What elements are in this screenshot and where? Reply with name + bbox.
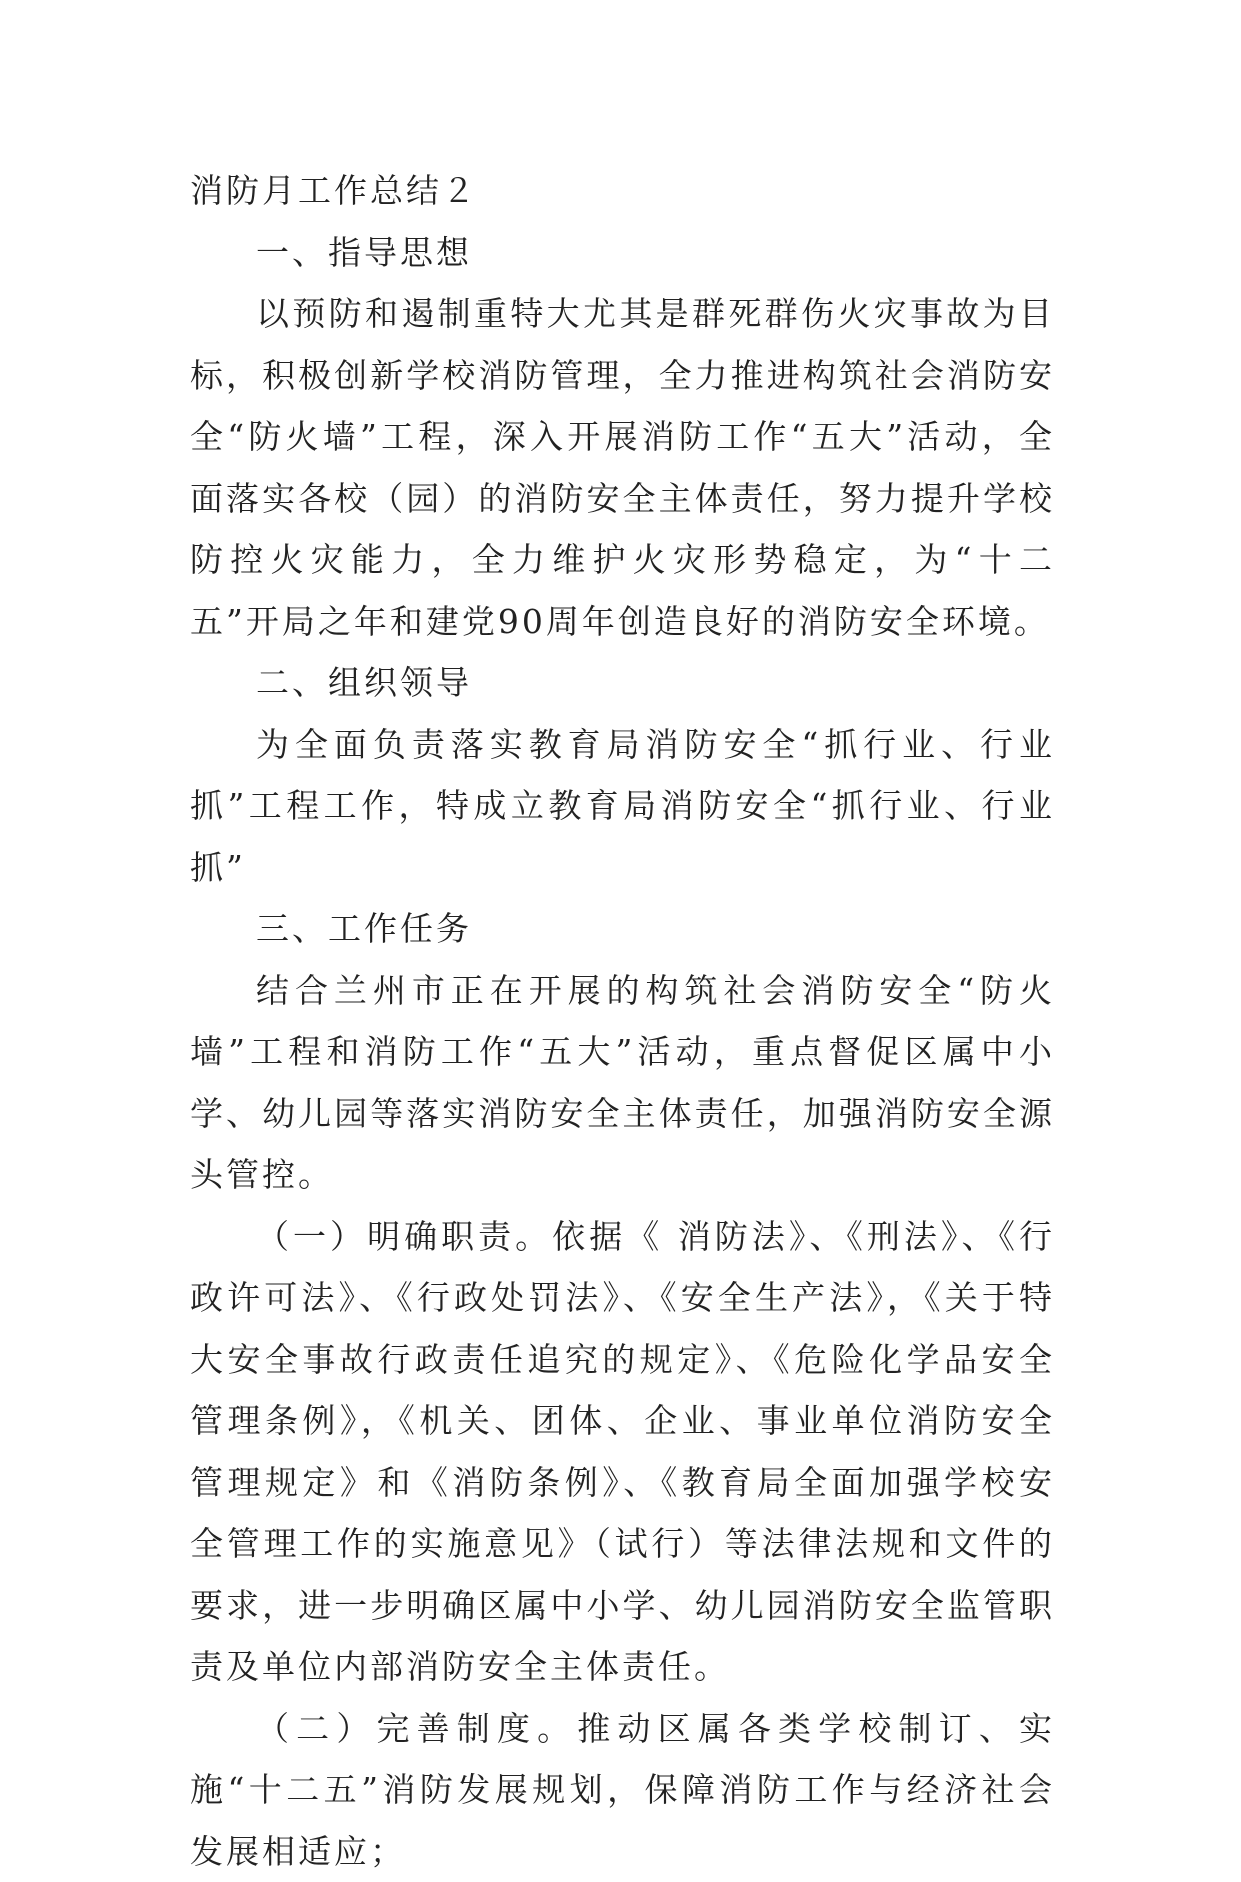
section-heading-tasks: 三、工作任务 (190, 898, 1055, 960)
paragraph-clarify-duties: （一）明确职责。依据《 消防法》、《刑法》、《行政许可法》、《行政处罚法》、《安全生产法》，《关于特大安全事故行政责任追究的规定》、《危险化学品安全管理条例》，《机关、团体、企业、事业单位消防安全管理规定》和《消防条例》、《教育局全面加强学校安全管理工作的实施意见》（试行）等法律法规和文件的要求，进一步明确区属中小学、幼儿园消防安全监管职责及单位内部消防安全主体责任。 (190, 1206, 1055, 1698)
section-heading-organization: 二、组织领导 (190, 652, 1055, 714)
paragraph-organization: 为全面负责落实教育局消防安全“抓行业、行业抓”工程工作，特成立教育局消防安全“抓行业、行业抓” (190, 714, 1055, 899)
section-heading-guiding-ideology: 一、指导思想 (190, 222, 1055, 284)
document-body (190, 160, 1055, 1882)
paragraph-tasks-intro: 结合兰州市正在开展的构筑社会消防安全“防火墙”工程和消防工作“五大”活动，重点督促区属中小学、幼儿园等落实消防安全主体责任，加强消防安全源头管控。 (190, 960, 1055, 1206)
paragraph-guiding-ideology: 以预防和遏制重特大尤其是群死群伤火灾事故为目标，积极创新学校消防管理，全力推进构筑社会消防安全“防火墙”工程，深入开展消防工作“五大”活动，全面落实各校（园）的消防安全主体责任，努力提升学校防控火灾能力，全力维护火灾形势稳定，为“十二五”开局之年和建党90周年创造良好的消防安全环境。 (190, 283, 1055, 652)
paragraph-improve-system: （二）完善制度。推动区属各类学校制订、实施“十二五”消防发展规划，保障消防工作与经济社会发展相适应； (190, 1698, 1055, 1882)
document-title: 消防月工作总结２ (190, 160, 1055, 222)
